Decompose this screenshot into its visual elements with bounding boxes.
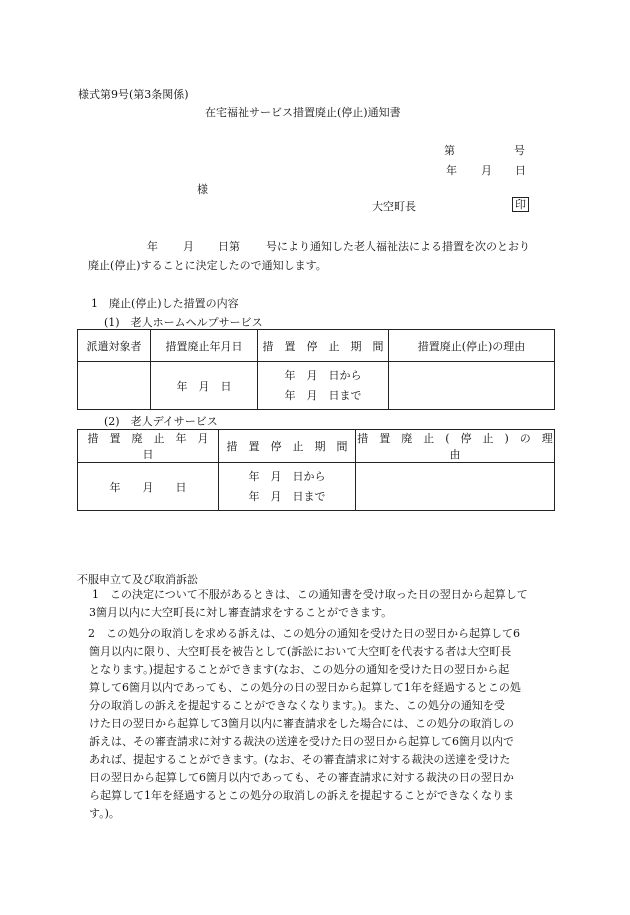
section1-sub2-label: (2) 老人デイサービス (104, 415, 218, 428)
period-to: 年 月 日まで (248, 489, 326, 503)
intro-text: 号により通知した老人福祉法による措置を次のとおり (266, 240, 530, 253)
header-cell-target: 派遣対象者 (78, 330, 151, 362)
recipient-suffix: 様 (197, 183, 208, 196)
seal-mark (512, 197, 529, 212)
appeal-item2-line: あれば、提起することができます。(なお、その審査請求に対する裁決の送達を受けた (89, 753, 511, 766)
appeal-item2 (78, 625, 558, 823)
date-year-label: 年 (446, 164, 457, 177)
appeal-item1 (78, 586, 558, 622)
header-cell-reason: 措 置 廃 止 ( 停 止 ) の 理 由 (356, 430, 555, 463)
number-suffix: 号 (514, 144, 525, 157)
header-cell-period: 措 置 停 止 期 間 (258, 330, 389, 362)
reason-cell (389, 362, 555, 410)
number-prefix: 第 (444, 144, 455, 157)
appeal-item2-line: けた日の翌日から起算して3箇月以内に審査請求をした場合には、この処分の取消しの (89, 717, 514, 730)
header-cell-period: 措 置 停 止 期 間 (219, 430, 356, 463)
table-row (78, 463, 555, 511)
date-cell (78, 463, 219, 511)
period-from: 年 月 日から (248, 469, 326, 483)
table-header-row (78, 430, 555, 463)
period-to: 年 月 日まで (284, 388, 362, 402)
appeal-item2-line: 訴えは、その審査請求に対する裁決の送達を受けた日の翌日から起算して6箇月以内で (89, 735, 514, 748)
period-cell (219, 463, 356, 511)
appeal-heading: 不服申立て及び取消訴訟 (77, 573, 198, 586)
appeal-item2-line: 日の翌日から起算して6箇月以内であっても、その審査請求に対する裁決の日の翌日か (89, 771, 514, 784)
section1-heading: 1 廃止(停止)した措置の内容 (91, 297, 239, 310)
appeal-item2-line: 箇月以内に限り、大空町長を被告として(訴訟において大空町を代表する者は大空町長 (89, 645, 512, 658)
date-cell (151, 362, 258, 410)
intro-month: 月 (183, 240, 194, 253)
form-number: 様式第9号(第3条関係) (78, 88, 189, 101)
date-value: 年 月 日 (109, 480, 187, 494)
header-cell-reason: 措置廃止(停止)の理由 (389, 330, 555, 362)
target-cell (78, 362, 151, 410)
intro-day-no: 日第 (218, 240, 240, 253)
date-value: 年 月 日 (176, 379, 232, 393)
issuer-name: 大空町長 (372, 200, 416, 213)
date-day-label: 日 (515, 164, 526, 177)
intro-year: 年 (147, 240, 158, 253)
appeal-item2-line: す。)。 (89, 807, 120, 820)
appeal-item1-line: 3箇月以内に大空町長に対し審査請求をすることができます。 (89, 606, 393, 619)
appeal-item2-line: 分の取消しの訴えを提起することができなくなります。)。また、この処分の通知を受 (89, 699, 505, 712)
appeal-item2-line: 2 この処分の取消しを求める訴えは、この処分の通知を受けた日の翌日から起算して6 (88, 627, 520, 640)
table-header-row (78, 330, 555, 362)
header-cell-date: 措置廃止年月日 (151, 330, 258, 362)
appeal-item2-line: 算して6箇月以内であっても、この処分の日の翌日から起算して1年を経過するとこの処 (89, 681, 521, 694)
table-row (78, 362, 555, 410)
header-cell-date: 措 置 廃 止 年 月 日 (78, 430, 219, 463)
date-month-label: 月 (481, 164, 492, 177)
homehelp-table (77, 329, 555, 410)
reason-cell (356, 463, 555, 511)
period-from: 年 月 日から (284, 368, 362, 382)
appeal-item2-line: となります。)提起することができます(なお、この処分の通知を受けた日の翌日から起 (89, 663, 510, 676)
period-cell (258, 362, 389, 410)
section1-sub1-label: (1) 老人ホームヘルプサービス (104, 316, 263, 329)
appeal-item2-line: ら起算して1年を経過するとこの処分の取消しの訴えを提起することができなくなりま (89, 789, 514, 802)
intro-line2: 廃止(停止)することに決定したので通知します。 (88, 259, 327, 272)
dayservice-table (77, 429, 564, 511)
document-title: 在宅福祉サービス措置廃止(停止)通知書 (205, 106, 401, 119)
appeal-item1-line: 1 この決定について不服があるときは、この通知書を受け取った日の翌日から起算して (92, 588, 528, 601)
seal-text: 印 (512, 197, 529, 212)
